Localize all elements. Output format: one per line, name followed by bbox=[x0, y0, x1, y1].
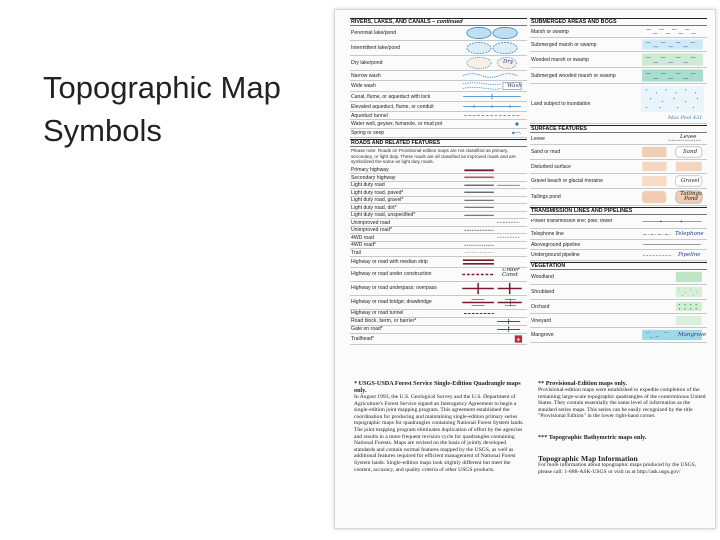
slide-title-line-2: Symbols bbox=[43, 113, 162, 148]
section-heading-transmission: TRANSMISSION LINES AND PIPELINES bbox=[530, 207, 707, 215]
tunnel-symbol bbox=[458, 310, 527, 317]
legend-row-narrow-wash: Narrow wash bbox=[350, 71, 527, 81]
legend-row-land-inundation: Land subject to inundation Max Pool 431 bbox=[530, 84, 707, 124]
svg-text:✶: ✶ bbox=[516, 337, 521, 344]
legend-row-trailhead: Trailhead* ✶ bbox=[350, 334, 527, 345]
vineyard-symbol bbox=[638, 314, 707, 327]
legend-row-aboveground-pipeline: Aboveground pipeline bbox=[530, 240, 707, 250]
wooded-marsh-symbol bbox=[638, 52, 707, 67]
footnote-provisional-heading: ** Provisional-Edition maps only. bbox=[538, 380, 627, 387]
intermittent-lake-symbol bbox=[458, 41, 527, 55]
gravel-label: Gravel bbox=[681, 178, 700, 184]
telephone-line-symbol bbox=[638, 229, 707, 239]
4wd-road-symbol bbox=[458, 234, 527, 241]
tailings-label: Tailings Pond bbox=[680, 191, 702, 202]
legend-row-median-strip: Highway or road with median strip bbox=[350, 257, 527, 268]
disturbed-surface-symbol bbox=[638, 160, 707, 173]
legend-row-sand: Sand or mud Sand bbox=[530, 145, 707, 160]
slide-title-line-1: Topographic Map bbox=[43, 70, 281, 105]
legend-row-perennial-lake: Perennial lake/pond bbox=[350, 26, 527, 41]
footnote-info-body: For more information about topographic maps produced by the USGS, please call: 1-888-ASK-USGS or visit us at http://ask.usgs.gov/ bbox=[538, 461, 697, 475]
legend-row-elevated-aqueduct: Elevated aqueduct, flume, or conduit bbox=[350, 102, 527, 112]
sand-symbol bbox=[638, 145, 707, 159]
shrubland-symbol bbox=[638, 285, 707, 299]
submerged-marsh-symbol bbox=[638, 38, 707, 51]
legend-row-telephone-line: Telephone line Telephone bbox=[530, 229, 707, 240]
legend-row-underground-pipeline: Underground pipeline Pipeline bbox=[530, 250, 707, 261]
footnote-bathymetric-heading: *** Topographic Bathymetric maps only. bbox=[538, 433, 647, 441]
median-strip-symbol bbox=[458, 257, 527, 267]
trailhead-symbol bbox=[458, 334, 527, 344]
dry-lake-symbol bbox=[458, 56, 527, 70]
unimproved-road-symbol bbox=[458, 219, 527, 226]
legend-row-primary-highway: Primary highway bbox=[350, 167, 527, 175]
road-block-symbol bbox=[458, 318, 527, 325]
mangrove-label: Mangrove bbox=[678, 332, 707, 338]
marsh-symbol bbox=[638, 26, 707, 37]
mangrove-symbol bbox=[638, 328, 707, 342]
secondary-highway-symbol bbox=[458, 174, 527, 181]
legend-row-4wd-road-star: 4WD road* bbox=[350, 242, 527, 250]
water-well-symbol bbox=[458, 120, 527, 128]
legend-row-levee: Levee Levee bbox=[530, 133, 707, 145]
sand-label: Sand bbox=[683, 149, 698, 155]
legend-row-bridge: Highway or road bridge; drawbridge bbox=[350, 296, 527, 310]
section-heading-rivers: RIVERS, LAKES, AND CANALS – continued bbox=[350, 18, 527, 26]
submerged-wooded-marsh-symbol bbox=[638, 68, 707, 83]
legend-left-column bbox=[350, 18, 527, 345]
legend-row-gate: Gate on road* bbox=[350, 326, 527, 334]
legend-row-dry-lake: Dry lake/pond Dry bbox=[350, 56, 527, 71]
under-construction-symbol bbox=[458, 268, 527, 281]
perennial-lake-symbol bbox=[458, 26, 527, 40]
unimproved-road-star-symbol bbox=[458, 227, 527, 234]
legend-row-submerged-marsh: Submerged marsh or swamp bbox=[530, 38, 707, 52]
light-duty-road-symbol bbox=[458, 182, 527, 189]
section-heading-vegetation: VEGETATION bbox=[530, 262, 707, 270]
section-heading-submerged: SUBMERGED AREAS AND BOGS bbox=[530, 18, 707, 26]
woodland-symbol bbox=[638, 270, 707, 284]
legend-row-mangrove: Mangrove Mangrove bbox=[530, 328, 707, 343]
legend-row-trail: Trail bbox=[350, 249, 527, 257]
legend-sheet bbox=[334, 9, 716, 529]
legend-row-water-well: Water well, geyser, fumarole, or mud pot bbox=[350, 120, 527, 129]
legend-row-wide-wash: Wide wash Wash bbox=[350, 81, 527, 92]
legend-row-power-line: Power transmission line; pole; tower bbox=[530, 215, 707, 229]
legend-row-woodland: Woodland bbox=[530, 270, 707, 285]
footnote-usgs-usda-heading: * USGS-USDA Forest Service Single-Edition Quadrangle maps only. bbox=[354, 380, 521, 394]
legend-row-submerged-wooded-marsh: Submerged wooded marsh or swamp bbox=[530, 68, 707, 84]
under-construction-label: Under Const bbox=[502, 267, 520, 279]
legend-row-light-duty-dirt: Light duty road, dirt* bbox=[350, 204, 527, 212]
canal-symbol bbox=[458, 92, 527, 101]
roads-note: Please note: Roads on Provisional-edition maps are not classified as primary, secondary, or light duty. These roads are all classified as improved roads and are symbolized the same as light duty roads. bbox=[351, 148, 516, 165]
legend-row-tunnel: Highway or road tunnel bbox=[350, 310, 527, 318]
aqueduct-tunnel-symbol bbox=[458, 112, 527, 119]
spring-symbol bbox=[458, 129, 527, 137]
pipeline-label: Pipeline bbox=[678, 252, 701, 258]
light-duty-dirt-symbol bbox=[458, 204, 527, 211]
legend-row-light-duty-unspecified: Light duty road, unspecified* bbox=[350, 212, 527, 220]
land-inundation-symbol bbox=[638, 84, 707, 123]
tailings-pond-symbol bbox=[638, 189, 707, 205]
elevated-aqueduct-symbol bbox=[458, 102, 527, 111]
legend-row-gravel-beach: Gravel beach or glacial moraine Gravel bbox=[530, 174, 707, 189]
legend-row-orchard: Orchard bbox=[530, 300, 707, 314]
underpass-symbol bbox=[458, 282, 527, 295]
trail-symbol bbox=[458, 249, 527, 256]
light-duty-paved-symbol bbox=[458, 189, 527, 196]
light-duty-unspecified-symbol bbox=[458, 212, 527, 219]
narrow-wash-symbol bbox=[458, 71, 527, 80]
levee-symbol bbox=[638, 133, 707, 144]
legend-row-wooded-marsh: Wooded marsh or swamp bbox=[530, 52, 707, 68]
footnote-usgs-usda-body: In August 1993, the U.S. Geological Survey and the U.S. Department of Agriculture's Forest Service signed an Interagency Agreement to begin a single-edition joint mapping program. This agreement established the coordination for producing and maintaining single-edition primary series topographic maps for quadrangles containing National Forest System lands. The joint mapping program eliminates duplication of effort by the agencies and results in a more frequent revision cycle for quadrangles containing National Forests. Maps are revised on the basis of jointly developed standards and contain normal features mapped by the USGS, as well as additional features required for efficient management of National Forest System lands. Single-edition maps look slightly different but meet the content, accuracy, and quality criteria of other USGS products. bbox=[354, 394, 524, 473]
section-heading-roads: ROADS AND RELATED FEATURES bbox=[350, 139, 527, 147]
legend-row-disturbed-surface: Disturbed surface bbox=[530, 160, 707, 174]
telephone-label: Telephone bbox=[675, 231, 704, 237]
legend-row-under-construction: Highway or road under construction Under Const bbox=[350, 268, 527, 282]
legend-row-road-block: Road block, berm, or barrier* bbox=[350, 318, 527, 326]
legend-row-secondary-highway: Secondary highway bbox=[350, 174, 527, 182]
legend-row-light-duty-paved: Light duty road, paved* bbox=[350, 189, 527, 197]
legend-row-4wd-road: 4WD road bbox=[350, 234, 527, 242]
legend-row-tailings-pond: Tailings pond Tailings Pond bbox=[530, 189, 707, 206]
legend-row-light-duty-gravel: Light duty road, gravel* bbox=[350, 197, 527, 205]
legend-row-shrubland: Shrubland bbox=[530, 285, 707, 300]
legend-row-unimproved-road: Unimproved road bbox=[350, 219, 527, 227]
dry-lake-label: Dry bbox=[503, 59, 514, 65]
legend-row-spring: Spring or seep bbox=[350, 129, 527, 138]
light-duty-gravel-symbol bbox=[458, 197, 527, 204]
legend-row-light-duty-road: Light duty road bbox=[350, 182, 527, 190]
power-line-symbol bbox=[638, 215, 707, 228]
underground-pipeline-symbol bbox=[638, 250, 707, 260]
legend-row-vineyard: Vineyard bbox=[530, 314, 707, 328]
4wd-road-star-symbol bbox=[458, 242, 527, 249]
legend-row-marsh: Marsh or swamp bbox=[530, 26, 707, 38]
levee-label: Levee bbox=[680, 134, 697, 140]
footnote-info-heading: Topographic Map Information bbox=[538, 453, 638, 463]
legend-right-column bbox=[530, 18, 707, 343]
wide-wash-label: Wash bbox=[507, 83, 522, 89]
slide-title bbox=[43, 66, 333, 152]
primary-highway-symbol bbox=[458, 167, 527, 174]
legend-row-intermittent-lake: Intermittent lake/pond bbox=[350, 41, 527, 56]
footnote-usgs-usda bbox=[354, 380, 524, 473]
legend-row-underpass: Highway or road underpass; overpass bbox=[350, 282, 527, 296]
aboveground-pipeline-symbol bbox=[638, 240, 707, 249]
bridge-symbol bbox=[458, 296, 527, 309]
legend-row-unimproved-road-star: Unimproved road* bbox=[350, 227, 527, 235]
wide-wash-symbol bbox=[458, 81, 527, 91]
orchard-symbol bbox=[638, 300, 707, 313]
section-heading-surface: SURFACE FEATURES bbox=[530, 125, 707, 133]
footnote-right-column bbox=[538, 380, 708, 475]
legend-row-canal: Canal, flume, or aqueduct with lock bbox=[350, 92, 527, 102]
footnote-provisional-body: Provisional-edition maps were established to expedite completion of the remaining large-scale topographic quadrangles of the conterminous United States. They contain essentially the same level of information as the standard series maps. This series can be easily recognized by the title "Provisional Edition" in the lower right-hand corner. bbox=[538, 387, 706, 420]
legend-row-aqueduct-tunnel: Aqueduct tunnel bbox=[350, 112, 527, 120]
inundation-label: Max Pool 431 bbox=[668, 115, 703, 121]
gravel-beach-symbol bbox=[638, 174, 707, 188]
gate-symbol bbox=[458, 326, 527, 333]
